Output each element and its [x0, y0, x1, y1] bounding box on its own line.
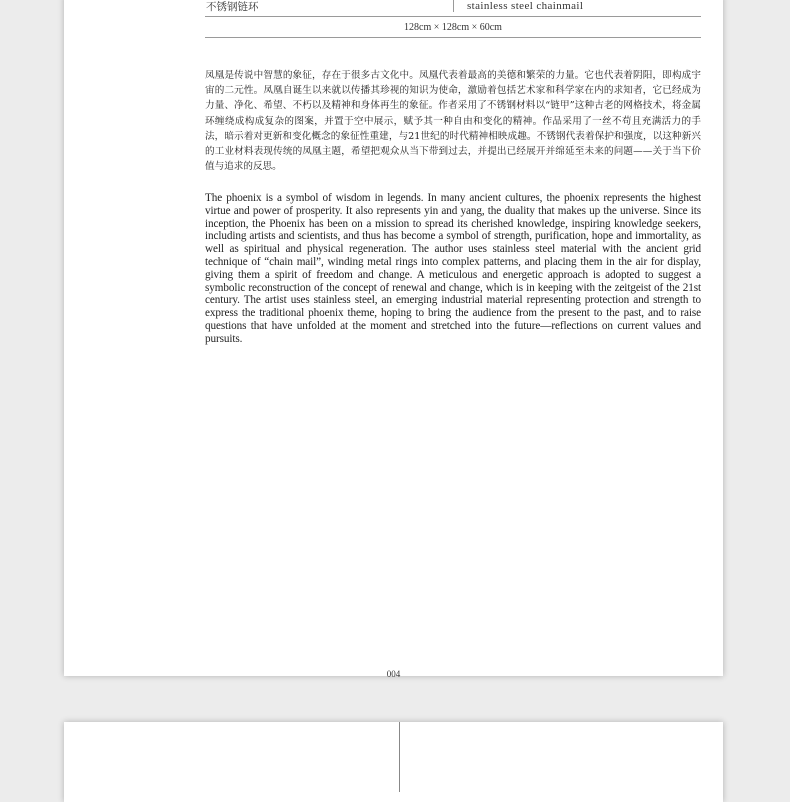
artwork-spec-table [205, 0, 701, 38]
page-gutter-line [399, 722, 400, 792]
column-divider [453, 0, 454, 12]
description-chinese: 凤凰是传说中智慧的象征，存在于很多古文化中。凤凰代表着最高的美德和繁荣的力量。它也代表着阴阳，即构成宇宙的二元性。凤凰自诞生以来就以传播其珍视的知识为使命，激励着包括艺术家和科学家在内的求知者，它已经成为力量、净化、希望、不朽以及精神和身体再生的象征。作者采用了不锈钢材料以“链甲”这种古老的网格技术，将金属环缠绕成构成复杂的图案，并置于空中展示，赋予其一种自由和变化的精神。作品采用了一丝不苟且充满活力的手法，暗示着对更新和变化概念的象征性重建，与21世纪的时代精神相映成趣。不锈钢代表着保护和强度，以这种新兴的工业材料表现传统的凤凰主题，希望把观众从当下带到过去，并提出已经展开并绵延至未来的问题——关于当下价值与追求的反思。 [205, 70, 701, 173]
material-en: stainless steel chainmail [467, 0, 584, 12]
document-page [64, 0, 723, 679]
dimensions-row [205, 17, 701, 38]
description-english: The phoenix is a symbol of wisdom in legends. In many ancient cultures, the phoenix represents the highest virtue and power of prosperity. It also represents yin and yang, the duality that makes up the universe. Since its inception, the Phoenix has been on a mission to spread its cherished knowledge, inspiring knowledge seekers, including artists and scientists, and thus has become a symbol of strength, purification, hope and immortality, as well as spiritual and physical regeneration. The author uses stainless steel material with the ancient grid technique of “chain mail”, winding metal rings into complex patterns, and placing them in the air for display, giving them a spirit of freedom and change. A meticulous and energetic approach is adopted to suggest a symbolic reconstruction of the concept of renewal and change, which is in keeping with the zeitgeist of the 21st century. The artist uses stainless steel, an emerging industrial material representing protection and strength to express the traditional phoenix theme, hoping to bring the audience from the present to the past, and to raise questions that have unfolded at the moment and stretched into the future—reflections on current values and pursuits. [205, 192, 701, 345]
dimensions-text: 128cm × 128cm × 60cm [404, 22, 502, 33]
next-document-page [64, 722, 723, 802]
page-number: 004 [386, 669, 401, 679]
material-cn: 不锈钢链环 [206, 1, 259, 13]
material-row [205, 0, 701, 17]
